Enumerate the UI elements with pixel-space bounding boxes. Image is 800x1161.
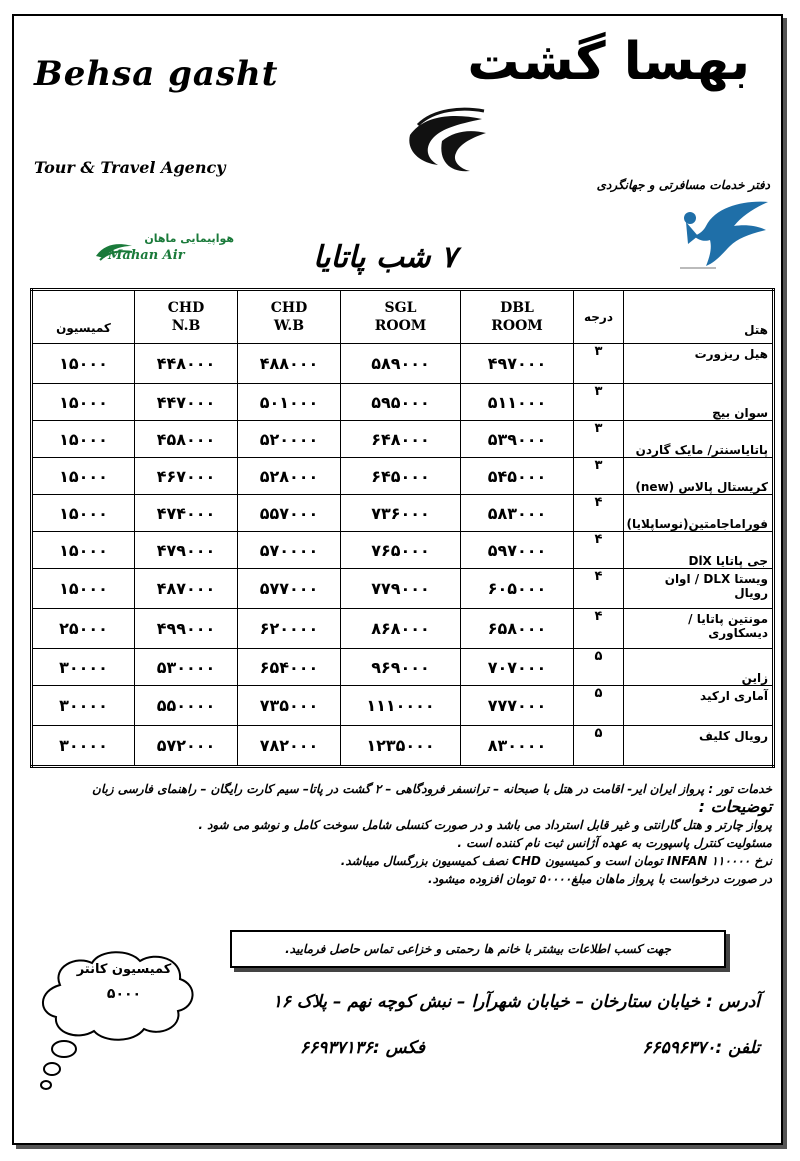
mahan-air-logo (94, 232, 234, 264)
table-row (32, 686, 774, 726)
mahan-air-en: Mahan Air (108, 248, 185, 263)
chd-nb-cell: ۴۵۸۰۰۰ (135, 421, 238, 458)
sgl-cell: ۵۸۹۰۰۰ (341, 344, 461, 384)
counter-commission-label: کمیسیون کانتر (76, 962, 172, 977)
chd-wb-cell: ۷۳۵۰۰۰ (238, 686, 341, 726)
contact-info-box: جهت کسب اطلاعات بیشتر با خانم ها رحمتی و خزاعی تماس حاصل فرمایید. (230, 930, 726, 968)
commission-cell: ۱۵۰۰۰ (32, 532, 135, 569)
chd-nb-cell: ۴۹۹۰۰۰ (135, 609, 238, 649)
dbl-cell: ۵۳۹۰۰۰ (461, 421, 574, 458)
hotel-name-cell: آماری ارکید (624, 686, 774, 726)
chd-nb-cell: ۴۸۷۰۰۰ (135, 569, 238, 609)
chd-wb-cell: ۶۵۴۰۰۰ (238, 649, 341, 686)
hotel-name-cell: کریستال پالاس (new) (624, 458, 774, 495)
sgl-cell: ۷۷۹۰۰۰ (341, 569, 461, 609)
chd-nb-cell: ۴۷۴۰۰۰ (135, 495, 238, 532)
note-line: مسئولیت کنترل پاسپورت به عهده آژانس ثبت نام کننده است . (457, 836, 772, 850)
grade-cell: ۳ (574, 384, 624, 421)
hotel-name-cell: زاین (624, 649, 774, 686)
sgl-cell: ۷۶۵۰۰۰ (341, 532, 461, 569)
chd-wb-cell: ۵۲۸۰۰۰ (238, 458, 341, 495)
table-header-row (32, 290, 774, 344)
table-row (32, 649, 774, 686)
commission-cell: ۳۰۰۰۰ (32, 649, 135, 686)
table-row (32, 421, 774, 458)
tagline: Tour & Travel Agency (34, 158, 226, 177)
col-chd-wb: CHD W.B (238, 290, 341, 344)
counter-commission-value: ۵۰۰۰ (106, 986, 142, 1002)
notes-section (30, 798, 772, 888)
dbl-cell: ۵۱۱۰۰۰ (461, 384, 574, 421)
dbl-cell: ۴۹۷۰۰۰ (461, 344, 574, 384)
commission-cell: ۱۵۰۰۰ (32, 344, 135, 384)
dbl-cell: ۵۸۳۰۰۰ (461, 495, 574, 532)
note-line: پرواز چارتر و هتل گارانتی و غیر قابل استرداد می باشد و در صورت کنسلی شامل سوخت کامل و نوشو می شود . (198, 818, 772, 832)
hotel-name-cell: سوان بیچ (624, 384, 774, 421)
grade-cell: ۳ (574, 344, 624, 384)
table-row (32, 458, 774, 495)
commission-cell: ۱۵۰۰۰ (32, 421, 135, 458)
table-row (32, 495, 774, 532)
agency-subtitle: دفتر خدمات مسافرتی و جهانگردی (596, 178, 770, 192)
agency-logo-icon (404, 105, 490, 175)
commission-cell: ۱۵۰۰۰ (32, 458, 135, 495)
dbl-cell: ۷۷۷۰۰۰ (461, 686, 574, 726)
table-row (32, 344, 774, 384)
grade-cell: ۵ (574, 686, 624, 726)
dbl-cell: ۵۹۷۰۰۰ (461, 532, 574, 569)
dbl-cell: ۶۵۸۰۰۰ (461, 609, 574, 649)
sgl-cell: ۶۴۵۰۰۰ (341, 458, 461, 495)
brand-name-en: Behsa gasht (34, 54, 279, 94)
commission-cell: ۳۰۰۰۰ (32, 686, 135, 726)
col-grade: درجه (574, 290, 624, 344)
hotel-name-cell: هیل ریزورت (624, 344, 774, 384)
iran-air-homa-icon (676, 196, 770, 270)
grade-cell: ۴ (574, 532, 624, 569)
commission-cell: ۲۵۰۰۰ (32, 609, 135, 649)
table-row (32, 532, 774, 569)
chd-wb-cell: ۵۰۱۰۰۰ (238, 384, 341, 421)
hotel-name-cell: جی پاتایا DlX (624, 532, 774, 569)
sgl-cell: ۷۳۶۰۰۰ (341, 495, 461, 532)
chd-nb-cell: ۴۷۹۰۰۰ (135, 532, 238, 569)
tour-services (30, 780, 772, 888)
chd-wb-cell: ۵۲۰۰۰۰ (238, 421, 341, 458)
notes-heading: توضیحات : (698, 797, 772, 816)
chd-wb-cell: ۴۸۸۰۰۰ (238, 344, 341, 384)
commission-cell: ۱۵۰۰۰ (32, 569, 135, 609)
grade-cell: ۵ (574, 649, 624, 686)
brand-name-fa: بهسا گشت (467, 32, 750, 92)
chd-wb-cell: ۷۸۲۰۰۰ (238, 726, 341, 767)
fax: فکس :۶۶۹۳۷۱۳۶ (300, 1038, 425, 1058)
chd-wb-cell: ۵۷۷۰۰۰ (238, 569, 341, 609)
col-chd-nb: CHD N.B (135, 290, 238, 344)
hotel-name-cell: فوراماجامتین(نوساپلایا) (624, 495, 774, 532)
dbl-cell: ۵۴۵۰۰۰ (461, 458, 574, 495)
chd-nb-cell: ۴۴۷۰۰۰ (135, 384, 238, 421)
commission-cell: ۱۵۰۰۰ (32, 384, 135, 421)
grade-cell: ۳ (574, 421, 624, 458)
sgl-cell: ۱۲۳۵۰۰۰ (341, 726, 461, 767)
grade-cell: ۴ (574, 569, 624, 609)
hotel-name-cell: ویستا DLX / اوان رویال (624, 569, 774, 609)
grade-cell: ۳ (574, 458, 624, 495)
grade-cell: ۵ (574, 726, 624, 767)
chd-nb-cell: ۵۵۰۰۰۰ (135, 686, 238, 726)
chd-nb-cell: ۴۶۷۰۰۰ (135, 458, 238, 495)
dbl-cell: ۷۰۷۰۰۰ (461, 649, 574, 686)
chd-wb-cell: ۵۵۷۰۰۰ (238, 495, 341, 532)
dbl-cell: ۶۰۵۰۰۰ (461, 569, 574, 609)
sgl-cell: ۸۶۸۰۰۰ (341, 609, 461, 649)
table-row (32, 609, 774, 649)
sgl-cell: ۶۴۸۰۰۰ (341, 421, 461, 458)
grade-cell: ۴ (574, 495, 624, 532)
hotel-name-cell: رویال کلیف (624, 726, 774, 767)
note-line: نرخ INFAN ۱۱۰۰۰۰ تومان است و کمیسیون CHD نصف کمیسیون بزرگسال میباشد. (340, 854, 772, 868)
chd-nb-cell: ۴۴۸۰۰۰ (135, 344, 238, 384)
sgl-cell: ۹۶۹۰۰۰ (341, 649, 461, 686)
mahan-air-fa: هواپیمایی ماهان (144, 232, 234, 245)
phone: تلفن :۶۶۵۹۶۳۷۰ (642, 1038, 760, 1058)
package-title: ۷ شب پاتایا (312, 240, 458, 275)
hotel-name-cell: مونتین پاتایا / دیسکاوری (624, 609, 774, 649)
commission-cell: ۳۰۰۰۰ (32, 726, 135, 767)
table-row (32, 569, 774, 609)
address: آدرس : خیابان ستارخان – خیابان شهرآرا – نبش کوچه نهم – پلاک ۱۶ (272, 992, 760, 1012)
sgl-cell: ۱۱۱۰۰۰۰ (341, 686, 461, 726)
dbl-cell: ۸۳۰۰۰۰ (461, 726, 574, 767)
col-dbl: DBL ROOM (461, 290, 574, 344)
table-row (32, 726, 774, 767)
sgl-cell: ۵۹۵۰۰۰ (341, 384, 461, 421)
grade-cell: ۴ (574, 609, 624, 649)
chd-nb-cell: ۵۷۲۰۰۰ (135, 726, 238, 767)
services-line: خدمات تور : پرواز ایران ایر- اقامت در هتل با صبحانه – ترانسفر فرودگاهی – ۲ گشت در پاتا– سیم کارت رایگان – راهنمای فارسی زبان (92, 782, 772, 796)
rates-table (30, 288, 775, 768)
col-sgl: SGL ROOM (341, 290, 461, 344)
note-line: در صورت درخواست با پرواز ماهان مبلغ۵۰۰۰۰ تومان افزوده میشود. (428, 872, 772, 886)
commission-cell: ۱۵۰۰۰ (32, 495, 135, 532)
chd-nb-cell: ۵۳۰۰۰۰ (135, 649, 238, 686)
hotel-name-cell: پاتایاسنتر/ مایک گاردن (624, 421, 774, 458)
col-hotel: هتل (624, 290, 774, 344)
table-row (32, 384, 774, 421)
col-commission: کمیسیون (32, 290, 135, 344)
chd-wb-cell: ۶۲۰۰۰۰ (238, 609, 341, 649)
chd-wb-cell: ۵۷۰۰۰۰ (238, 532, 341, 569)
